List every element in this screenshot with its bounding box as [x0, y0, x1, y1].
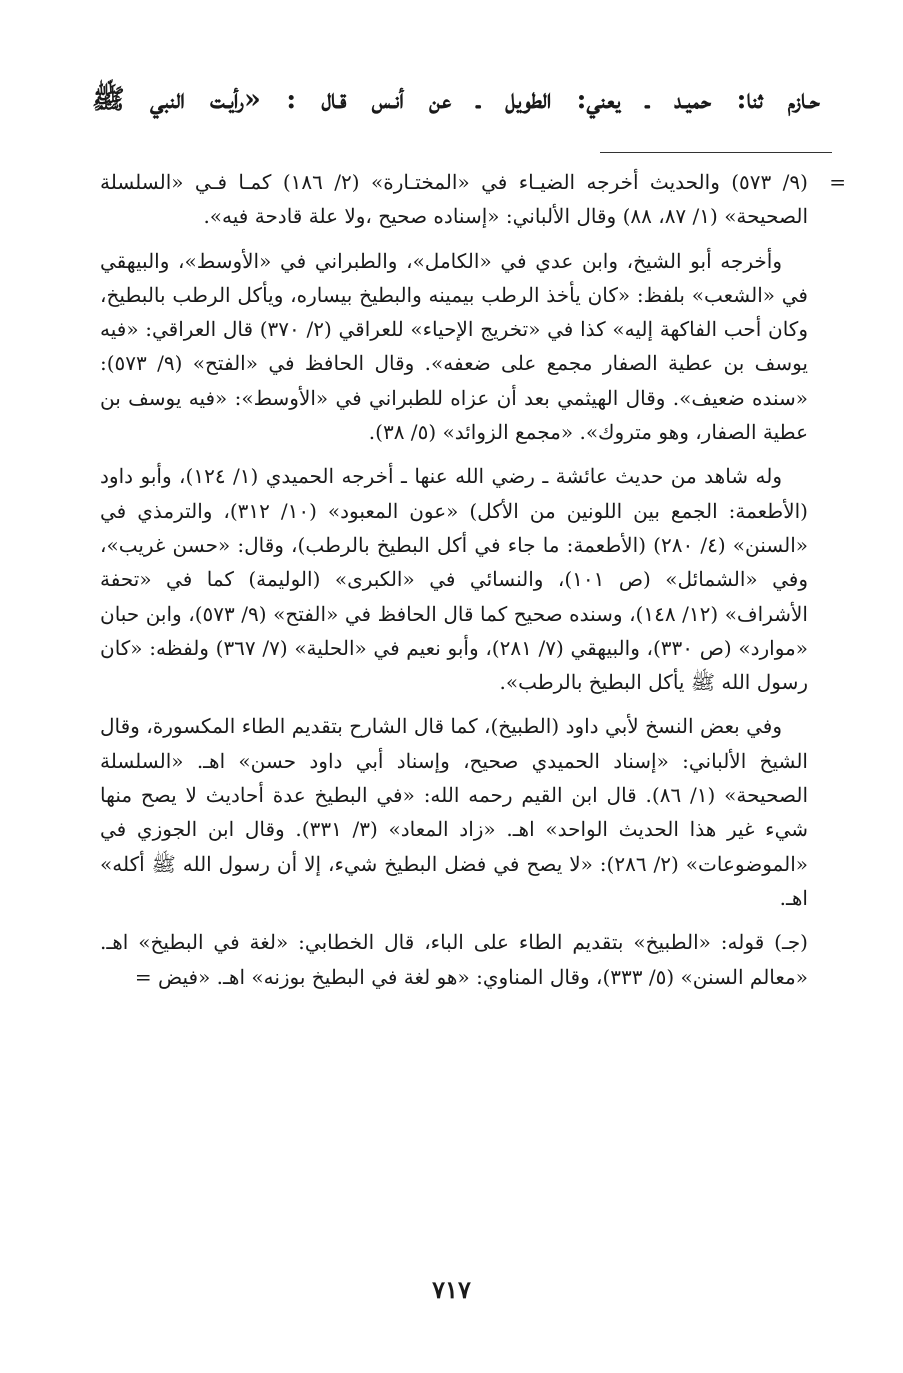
footnote-paragraph — [100, 165, 846, 234]
footnote-divider — [600, 152, 832, 153]
footnote-paragraph: (جـ) قوله: «الطبيخ» بتقديم الطاء على الباء، قال الخطابي: «لغة في البطيخ» اهـ. «معالم السنن» (٥/ ٣٣٣)، وقال المناوي: «هو لغة في البطيخ بوزنه» اهـ. «فيض = — [100, 930, 808, 989]
footnote-paragraph: وفي بعض النسخ لأبي داود (الطبيخ)، كما قال الشارح بتقديم الطاء المكسورة، وقال الشيخ الألباني: «إسناد الحميدي صحيح، وإسناد أبي داود حسن» اهـ. «السلسلة الصحيحة» (١/ ٨٦). قال ابن القيم رحمه الله: «في البطيخ عدة أحاديث لا يصح منها شيء غير هذا الحديث الواحد» اهـ. «زاد المعاد» (٣/ ٣٣١). وقال ابن الجوزي في «الموضوعات» (٢/ ٢٨٦): «لا يصح في فضل البطيخ شيء، إلا أن رسول الله ﷺ أكله» اهـ. — [100, 714, 808, 910]
footnotes-block — [100, 165, 846, 1004]
footnote-text: (٩/ ٥٧٣) والحديث أخرجه الضيـاء في «المختـارة» (٢/ ١٨٦) كمـا فـي «السلسلة الصحيحة» (١/ ٨٧، ٨٨) وقال الألباني: «إسناده صحيح ،ولا علة قادحة فيه». — [100, 170, 808, 229]
main-text-line: حـازم ثنا: حميـد ـ يعني: الطويل ـ عن أنـس قـال : «رأيـت النبي ﷺ — [92, 84, 820, 115]
footnote-paragraph: وأخرجه أبو الشيخ، وابن عدي في «الكامل»، والطبراني في «الأوسط»، والبيهقي في «الشعب» بلفظ: «كان يأخذ الرطب بيمينه والبطيخ بيساره، ويأكل الرطب بالبطيخ، وكان أحب الفاكهة إليه» كذا في «تخريج الإحياء» للعراقي (٢/ ٣٧٠) قال العراقي: «فيه يوسف بن عطية الصفار مجمع على ضعفه». وقال الحافظ في «الفتح» (٩/ ٥٧٣): «سنده ضعيف». وقال الهيثمي بعد أن عزاه للطبراني في «الأوسط»: «فيه يوسف بن عطية الصفار، وهو متروك». «مجمع الزوائد» (٥/ ٣٨). — [100, 248, 808, 445]
page-number: ٧١٧ — [432, 1275, 471, 1304]
footnote-paragraph: وله شاهد من حديث عائشة ـ رضي الله عنها ـ أخرجه الحميدي (١/ ١٢٤)، وأبو داود (الأطعمة: الجمع بين اللونين من الأكل) «عون المعبود» (١٠/ ٣١٢)، والترمذي في «السنن» (٤/ ٢٨٠) (الأطعمة: ما جاء في أكل البطيخ بالرطب)، وقال: «حسن غريب»، وفي «الشمائل» (ص ١٠١)، والنسائي في «الكبرى» (الوليمة) كما في «تحفة الأشراف» (١٢/ ١٤٨)، وسنده صحيح كما قال الحافظ في «الفتح» (٩/ ٥٧٣)، وابن حبان «موارد» (ص ٣٣٠)، والبيهقي (٧/ ٢٨١)، وأبو نعيم في «الحلية» (٧/ ٣٦٧) ولفظه: «كان رسول الله ﷺ يأكل البطيخ بالرطب». — [100, 464, 808, 695]
continuation-mark: = — [829, 170, 846, 194]
